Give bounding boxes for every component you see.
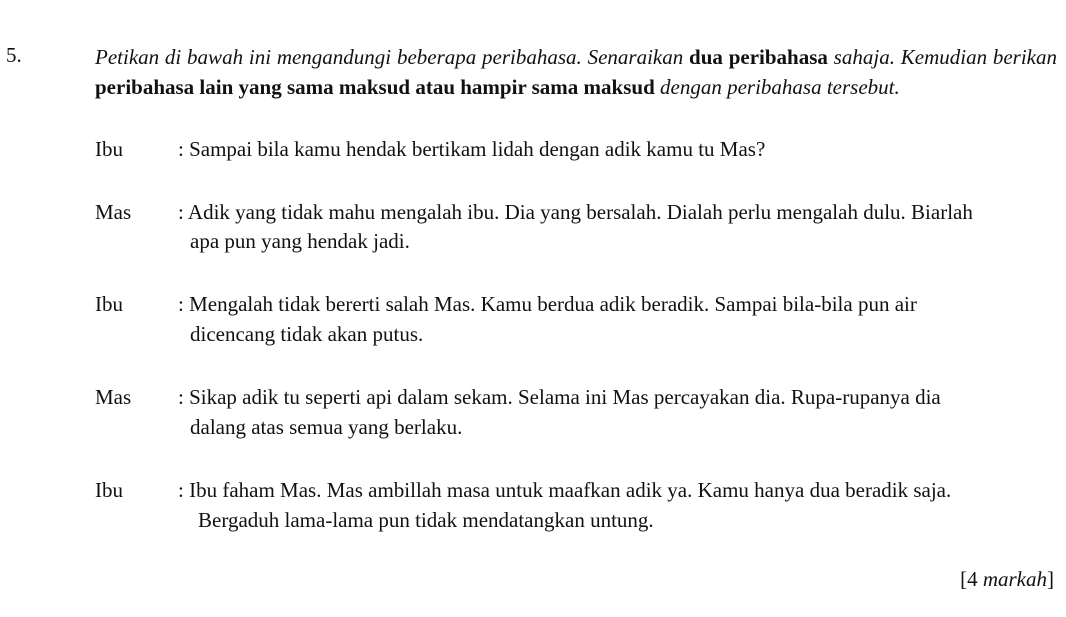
marks-label — [960, 567, 1054, 592]
dialogue-line: : Ibu faham Mas. Mas ambillah masa untuk maafkan adik ya. Kamu hanya dua beradik saja. — [178, 478, 952, 502]
marks-open: [4 — [960, 567, 983, 591]
dialogue-line: : Adik yang tidak mahu mengalah ibu. Dia yang bersalah. Dialah perlu mengalah dulu. Biarlah — [178, 200, 973, 224]
instruction-part-1: Petikan di bawah ini mengandungi beberapa peribahasa. Senaraikan — [95, 45, 690, 69]
dialogue-speaker: Mas — [95, 200, 132, 224]
dialogue-speaker: Ibu — [95, 292, 123, 316]
instruction-part-3: dengan peribahasa tersebut. — [654, 75, 900, 99]
marks-close: ] — [1047, 567, 1054, 591]
instruction-part-2: sahaja. Kemudian berikan — [827, 45, 1058, 69]
instruction-bold-2: peribahasa lain yang sama maksud atau hampir sama maksud — [95, 75, 655, 99]
dialogue-speaker: Mas — [95, 385, 132, 409]
question-number: 5. — [6, 43, 22, 67]
dialogue-line-continued: dalang atas semua yang berlaku. — [190, 415, 463, 439]
dialogue-line: : Sampai bila kamu hendak bertikam lidah dengan adik kamu tu Mas? — [178, 137, 766, 161]
instruction-bold-1: dua peribahasa — [689, 45, 828, 69]
dialogue-line: : Mengalah tidak bererti salah Mas. Kamu berdua adik beradik. Sampai bila-bila pun air — [178, 292, 917, 316]
dialogue-line-continued: apa pun yang hendak jadi. — [190, 229, 410, 253]
dialogue-line-continued: Bergaduh lama-lama pun tidak mendatangkan untung. — [198, 508, 654, 532]
marks-word: markah — [982, 567, 1047, 591]
question-instruction — [95, 42, 1057, 102]
dialogue-line-continued: dicencang tidak akan putus. — [190, 322, 424, 346]
dialogue-speaker: Ibu — [95, 478, 123, 502]
dialogue-line: : Sikap adik tu seperti api dalam sekam. Selama ini Mas percayakan dia. Rupa-rupanya dia — [178, 385, 941, 409]
dialogue-speaker: Ibu — [95, 137, 123, 161]
